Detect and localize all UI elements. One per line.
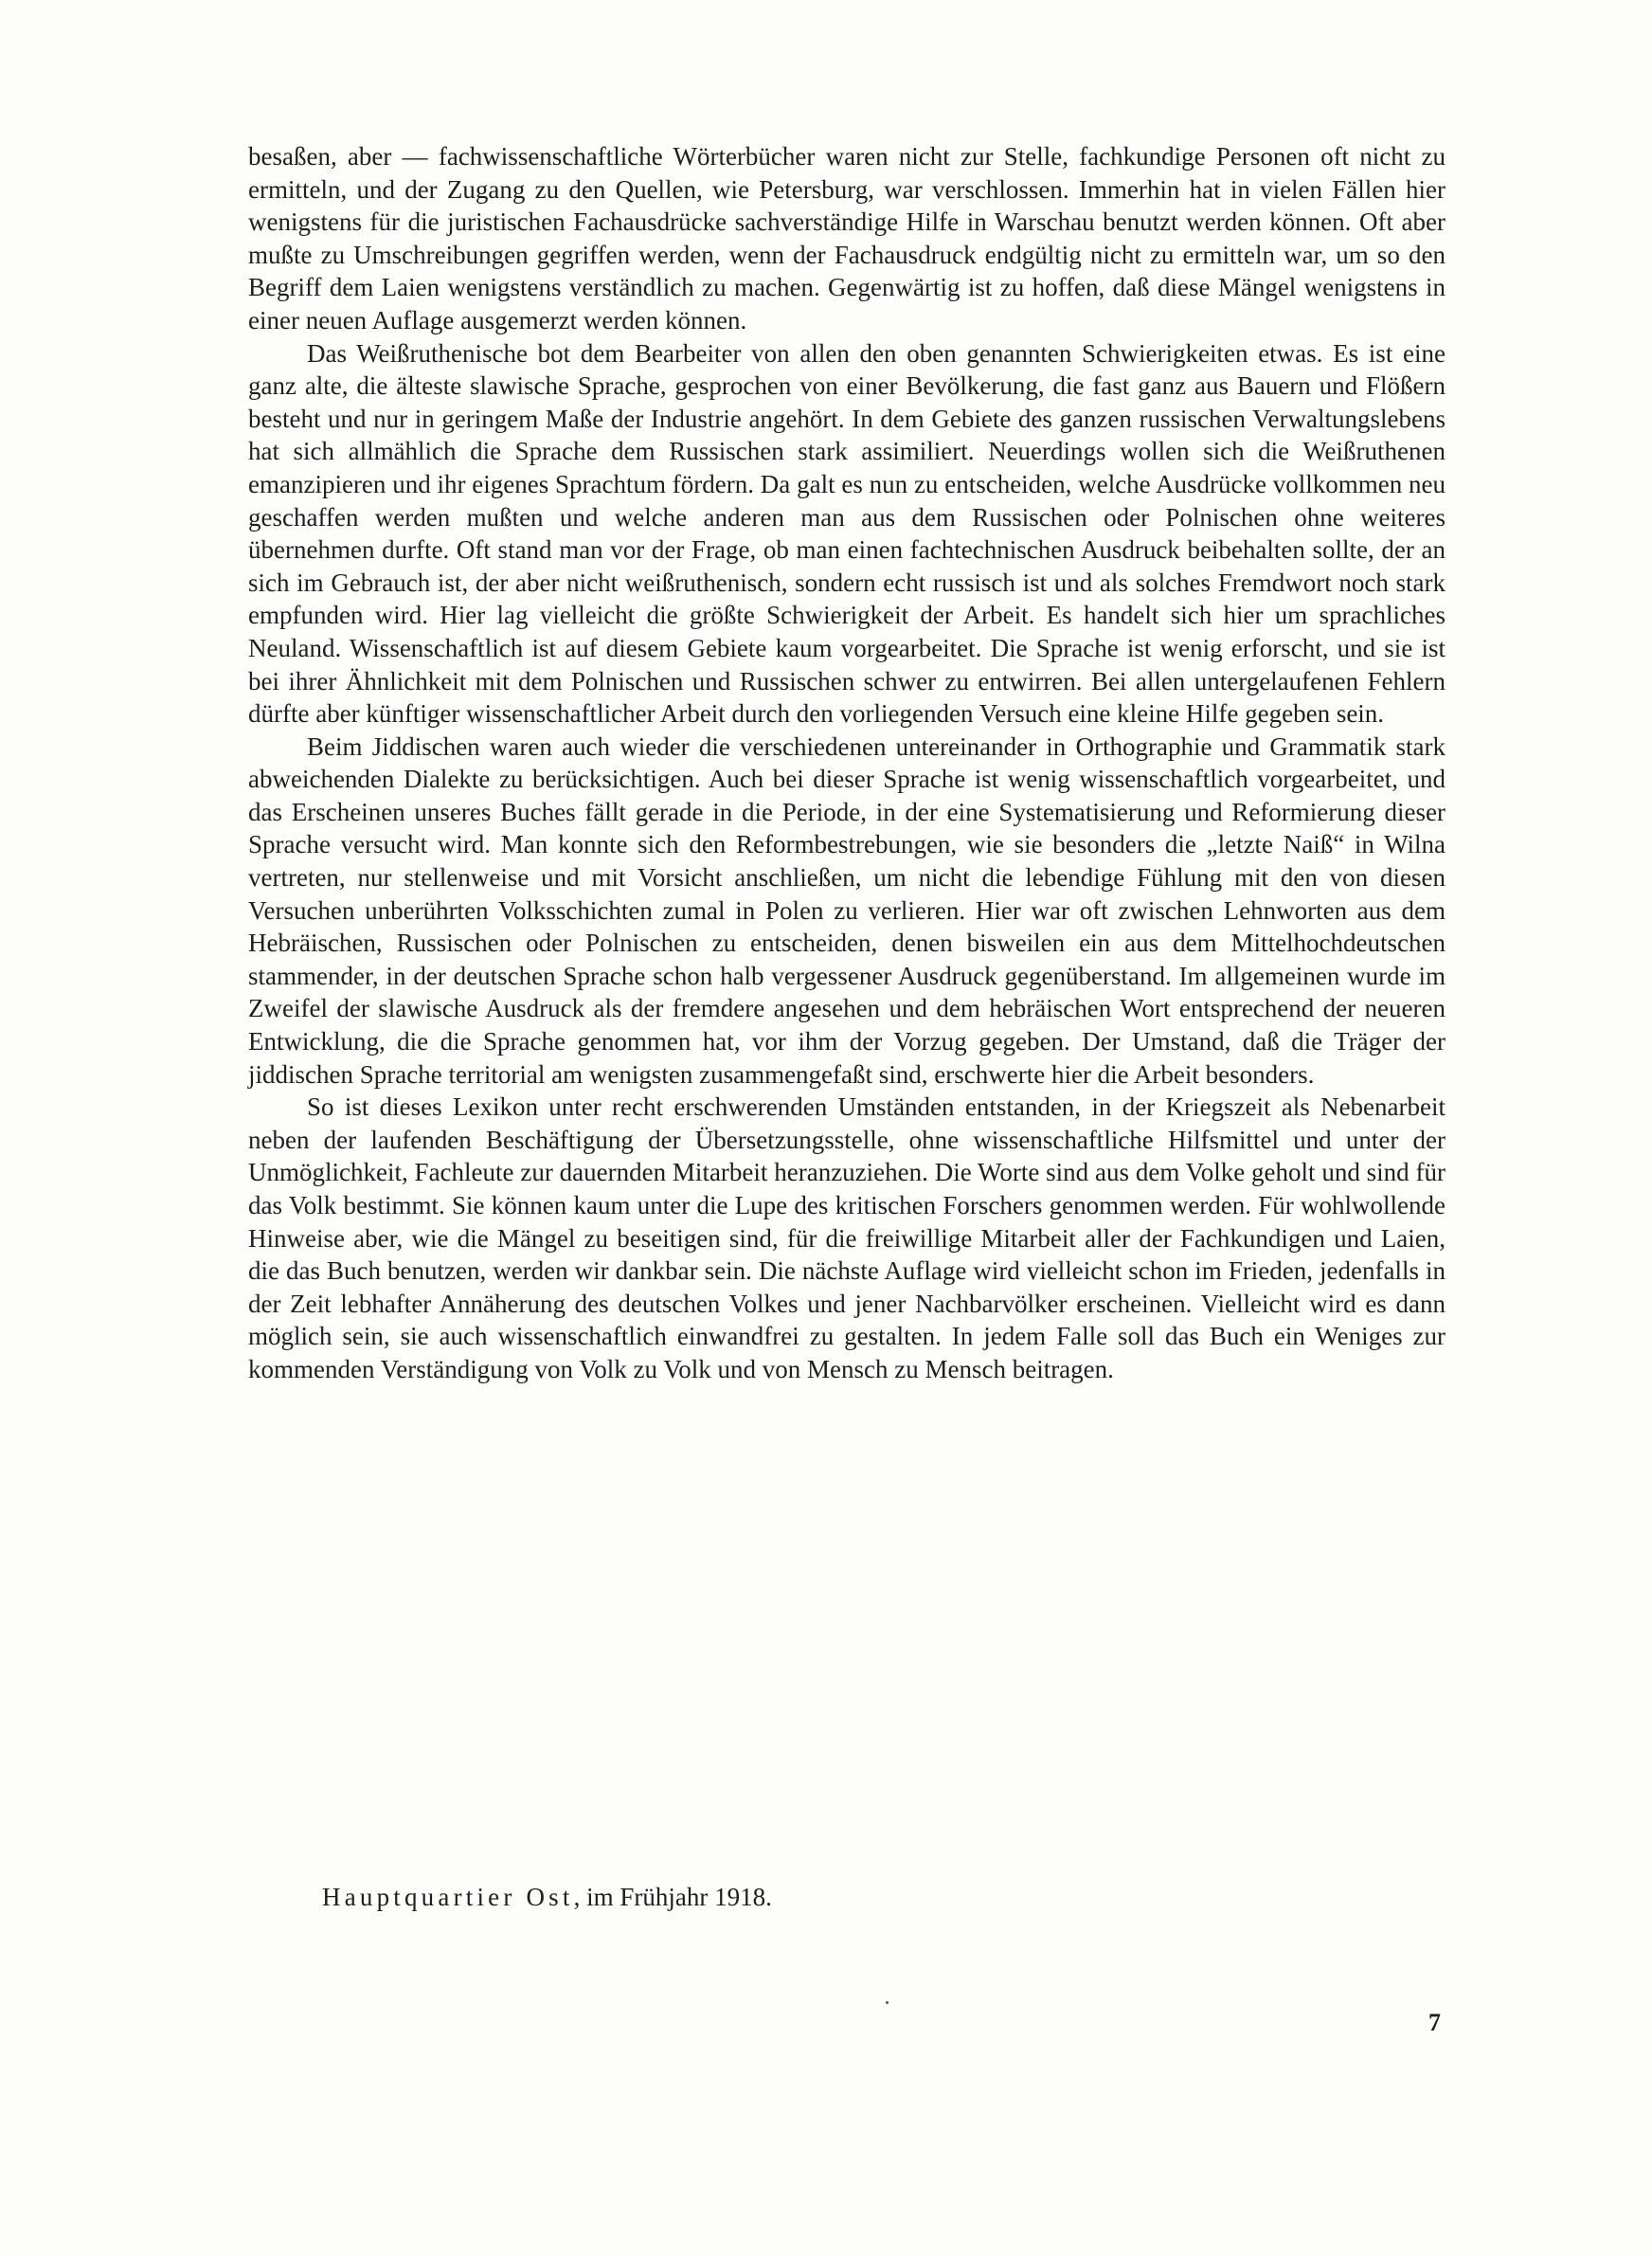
paragraph-sources: besaßen, aber — fachwissenschaftliche Wörterbücher waren nicht zur Stelle, fachkundige Personen oft nicht zu ermitteln, und der Zugang zu den Quellen, wie Petersburg, war verschlossen. Immerhin hat in vielen Fällen hier wenigstens für die juristischen Fachausdrücke sachverständige Hilfe in Warschau benutzt werden können. Oft aber mußte zu Umschreibungen gegriffen werden, wenn der Fachausdruck endgültig nicht zu ermitteln war, um so den Begriff dem Laien wenigstens verständlich zu machen. Gegenwärtig ist zu hoffen, daß diese Mängel wenigstens in einer neuen Auflage ausgemerzt werden können. xyxy=(248,142,1446,334)
signoff-place: Hauptquartier Ost xyxy=(322,1883,574,1911)
signoff-line xyxy=(322,1881,772,1913)
scan-speck xyxy=(886,2001,889,2004)
paragraph-jiddisch: Beim Jiddischen waren auch wieder die verschiedenen untereinander in Orthographie und Grammatik stark abweichenden Dialekte zu berücksichtigen. Auch bei dieser Sprache ist wenig wissenschaftlich vorgearbeitet, und das Erscheinen unseres Buches fällt gerade in die Periode, in der eine Systematisierung und Reformierung dieser Sprache versucht wird. Man konnte sich den Reformbestrebungen, wie sie besonders die „letzte Naiß“ in Wilna vertreten, nur stellenweise und mit Vorsicht anschließen, um nicht die lebendige Fühlung mit den von diesen Versuchen unberührten Volksschichten zumal in Polen zu verlieren. Hier war oft zwischen Lehnworten aus dem Hebräischen, Russischen oder Polnischen zu entscheiden, denen bisweilen ein aus dem Mittelhochdeutschen stammender, in der deutschen Sprache schon halb vergessener Ausdruck gegenüberstand. Im allgemeinen wurde im Zweifel der slawische Ausdruck als der fremdere angesehen und dem hebräischen Wort entsprechend der neueren Entwicklung, die die Sprache genommen hat, vor ihm der Vorzug gegeben. Der Umstand, daß die Träger der jiddischen Sprache territorial am wenigsten zusammengefaßt sind, erschwerte hier die Arbeit besonders. xyxy=(248,731,1446,1089)
page-number: 7 xyxy=(1428,2009,1441,2036)
paragraph-conclusion: So ist dieses Lexikon unter recht erschwerenden Umständen entstanden, in der Kriegszeit als Nebenarbeit neben der laufenden Beschäftigung der Übersetzungsstelle, ohne wissenschaftliche Hilfsmittel und unter der Unmöglichkeit, Fachleute zur dauernden Mitarbeit heranzuziehen. Die Worte sind aus dem Volke geholt und sind für das Volk bestimmt. Sie können kaum unter die Lupe des kritischen Forschers genommen werden. Für wohlwollende Hinweise aber, wie die Mängel zu beseitigen sind, für die freiwillige Mitarbeit aller der Fachkundigen und Laien, die das Buch benutzen, werden wir dankbar sein. Die nächste Auflage wird vielleicht schon im Frieden, jedenfalls in der Zeit lebhafter Annäherung des deutschen Volkes und jener Nachbarvölker erscheinen. Vielleicht wird es dann möglich sein, sie auch wissenschaftlich einwandfrei zu gestalten. In jedem Falle soll das Buch ein Weniges zur kommenden Verständigung von Volk zu Volk und von Mensch zu Mensch beitragen. xyxy=(248,1092,1446,1383)
signoff-date: , im Frühjahr 1918. xyxy=(573,1883,772,1911)
paragraph-weissruthenisch: Das Weißruthenische bot dem Bearbeiter von allen den oben genannten Schwierigkeiten etwas. Es ist eine ganz alte, die älteste slawische Sprache, gesprochen von einer Bevölkerung, die fast ganz aus Bauern und Flößern besteht und nur in geringem Maße der Industrie angehört. In dem Gebiete des ganzen russischen Verwaltungslebens hat sich allmählich die Sprache dem Russischen stark assimiliert. Neuerdings wollen sich die Weißruthenen emanzipieren und ihr eigenes Sprachtum fördern. Da galt es nun zu entscheiden, welche Ausdrücke vollkommen neu geschaffen werden mußten und welche anderen man aus dem Russischen oder Polnischen ohne weiteres übernehmen durfte. Oft stand man vor der Frage, ob man einen fachtechnischen Ausdruck beibehalten sollte, der an sich im Gebrauch ist, der aber nicht weißruthenisch, sondern echt russisch ist und als solches Fremdwort noch stark empfunden wird. Hier lag vielleicht die größte Schwierigkeit der Arbeit. Es handelt sich hier um sprachliches Neuland. Wissenschaftlich ist auf diesem Gebiete kaum vorgearbeitet. Die Sprache ist wenig erforscht, und sie ist bei ihrer Ähnlichkeit mit dem Polnischen und Russischen schwer zu entwirren. Bei allen untergelaufenen Fehlern dürfte aber künftiger wissenschaftlicher Arbeit durch den vorliegenden Versuch eine kleine Hilfe gegeben sein. xyxy=(248,338,1446,729)
body-text xyxy=(248,140,1446,1386)
